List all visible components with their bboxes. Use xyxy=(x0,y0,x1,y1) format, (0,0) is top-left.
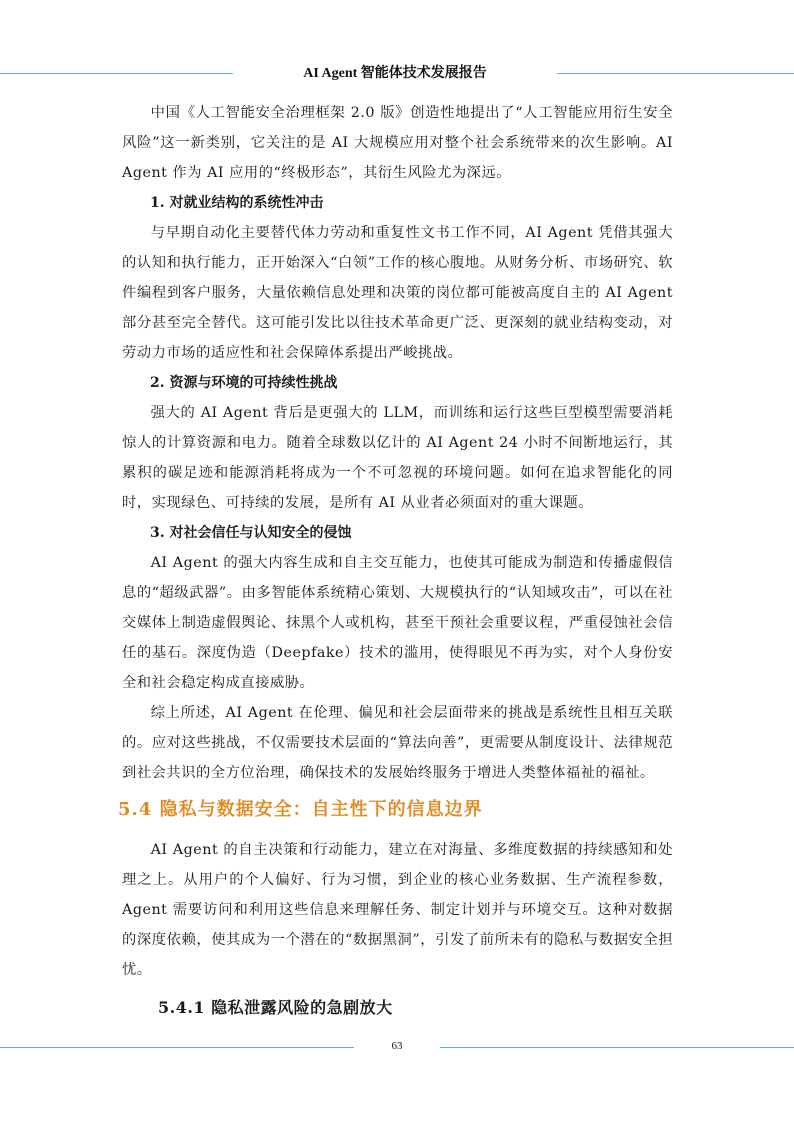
body-paragraph: AI Agent 的自主决策和行动能力，建立在对海量、多维度数据的持续感知和处理之上。从用户的个人偏好、行为习惯，到企业的核心业务数据、生产流程参数，Agent 需要访问和利用这些信息来理解任务、制定计划并与环境交互。这种对数据的深度依赖，使其成为一个潜在的“数据黑洞”，引发了前所未有的隐私与数据安全担忧。 xyxy=(122,842,673,978)
subsection-heading: 5.4.1 隐私泄露风险的急剧放大 xyxy=(158,998,393,1017)
body-paragraph: 与早期自动化主要替代体力劳动和重复性文书工作不同，AI Agent 凭借其强大的认知和执行能力，正开始深入“白领”工作的核心腹地。从财务分析、市场研究、软件编程到客户服务，大量依赖信息处理和决策的岗位都可能被高度自主的 AI Agent 部分甚至完全替代。这可能引发比以往技术革命更广泛、更深刻的就业结构变动，对劳动力市场的适应性和社会保障体系提出严峻挑战。 xyxy=(122,225,673,361)
subheading: 3. 对社会信任与认知安全的侵蚀 xyxy=(150,525,352,541)
subheading: 1. 对就业结构的系统性冲击 xyxy=(150,195,324,211)
body-paragraph: 强大的 AI Agent 背后是更强大的 LLM，而训练和运行这些巨型模型需要消耗惊人的计算资源和电力。随着全球数以亿计的 AI Agent 24 小时不间断地运行，其累积的碳足迹和能源消耗将成为一个不可忽视的环境问题。如何在追求智能化的同时，实现绿色、可持续的发展，是所有 AI 从业者必须面对的重大课题。 xyxy=(122,405,673,511)
subheading: 2. 资源与环境的可持续性挑战 xyxy=(150,375,338,391)
page-body xyxy=(118,98,673,1023)
header-rule-left xyxy=(0,73,233,74)
body-paragraph: 综上所述，AI Agent 在伦理、偏见和社会层面带来的挑战是系统性且相互关联的。应对这些挑战，不仅需要技术层面的“算法向善”，更需要从制度设计、法律规范到社会共识的全方位治理，确保技术的发展始终服务于增进人类整体福祉的福祉。 xyxy=(122,705,673,781)
running-header-title: AI Agent 智能体技术发展报告 xyxy=(303,66,487,81)
page-number: 63 xyxy=(391,1040,403,1052)
body-paragraph: 中国《人工智能安全治理框架 2.0 版》创造性地提出了“人工智能应用衍生安全风险”这一新类别，它关注的是 AI 大规模应用对整个社会系统带来的次生影响。AI Agent 作为 AI 应用的“终极形态”，其衍生风险尤为深远。 xyxy=(122,105,673,181)
footer-rule-left xyxy=(0,1047,354,1048)
section-heading: 5.4 隐私与数据安全：自主性下的信息边界 xyxy=(118,799,483,820)
footer-rule-right xyxy=(440,1047,794,1048)
header-rule-right xyxy=(557,73,794,74)
body-paragraph: AI Agent 的强大内容生成和自主交互能力，也使其可能成为制造和传播虚假信息的“超级武器”。由多智能体系统精心策划、大规模执行的“认知域攻击”，可以在社交媒体上制造虚假舆论、抹黑个人或机构，甚至干预社会重要议程，严重侵蚀社会信任的基石。深度伪造（Deepfake）技术的滥用，使得眼见不再为实，对个人身份安全和社会稳定构成直接威胁。 xyxy=(122,555,673,691)
